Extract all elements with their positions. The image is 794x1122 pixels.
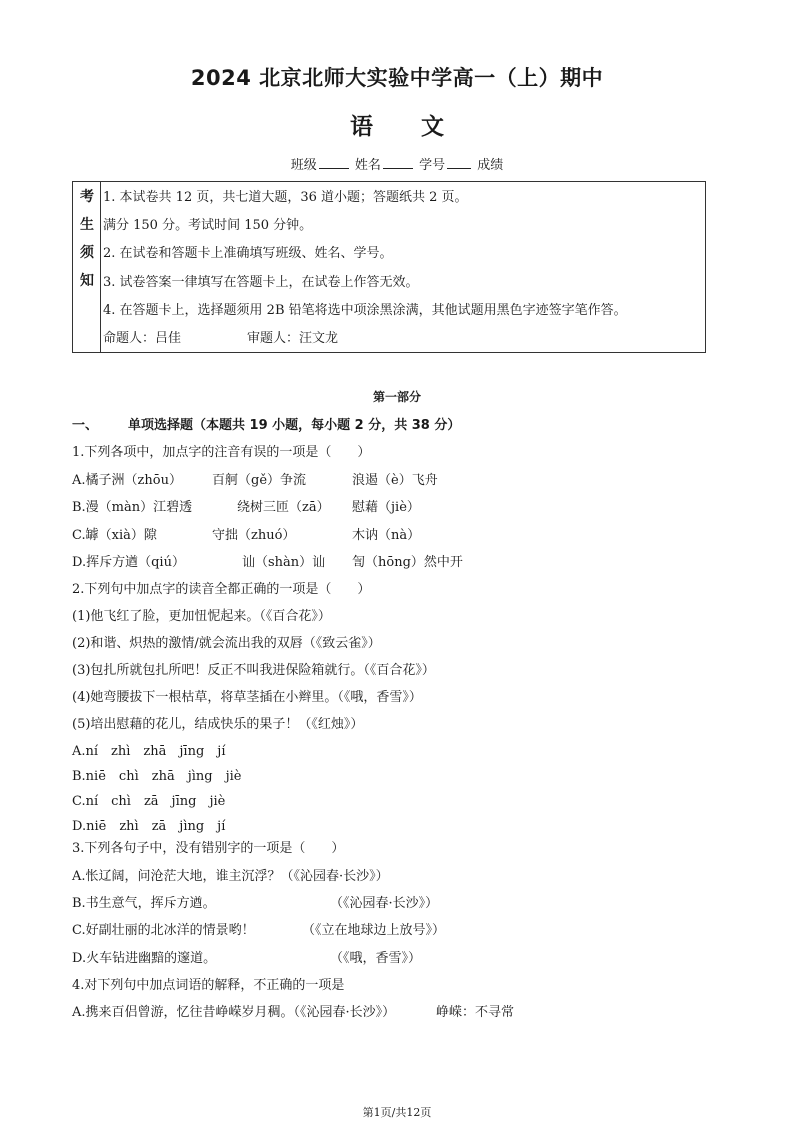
q3-option-b: B.书生意气，挥斥方遒。	[72, 896, 216, 911]
notice-line: 满分 150 分。考试时间 150 分钟。	[103, 218, 313, 233]
q3-option-d: D.火车钻进幽黯的邃道。	[72, 951, 217, 966]
notice-authors	[103, 327, 338, 346]
q1-stem: 1.下列各项中，加点字的注音有误的一项是（ ）	[72, 445, 371, 460]
student-info-line	[0, 154, 794, 173]
q2-option-c: C.ní chì zā jīng jiè	[72, 794, 226, 809]
q3-option-c: C.好副壮丽的北冰洋的情景哟！	[72, 923, 255, 938]
q1-option-c-1: C.罅（xià）隙	[72, 528, 157, 543]
q1-option-d-2: 讪（shàn）讪	[242, 555, 326, 570]
notice-line: 4. 在答题卡上，选择题须用 2B 铅笔将选中项涂黑涂满，其他试题用黑色字迹签字笔作答。	[103, 303, 627, 318]
exam-notice-box	[72, 181, 706, 353]
q2-sentence: (2)和谐、炽热的激情/就会流出我的双唇（《致云雀》）	[72, 636, 381, 651]
q1-option-c-2: 守拙（zhuó）	[212, 528, 296, 543]
q1-option-b-1: B.漫（màn）江碧透	[72, 500, 193, 515]
id-label: 学号	[419, 158, 446, 173]
exam-subject: 语 文	[349, 114, 444, 140]
q3-option-a: A.怅辽阔，问沧茫大地，谁主沉浮？（《沁园春·长沙》）	[72, 869, 389, 884]
id-blank	[447, 155, 471, 169]
class-blank	[319, 155, 349, 169]
q1-option-d-1: D.挥斥方遒（qiú）	[72, 555, 185, 570]
notice-char: 考	[80, 189, 94, 205]
q4-option-a-note: 峥嵘：不寻常	[436, 1005, 515, 1020]
notice-line: 2. 在试卷和答题卡上准确填写班级、姓名、学号。	[103, 246, 393, 261]
notice-char: 生	[80, 217, 94, 233]
name-blank	[383, 155, 413, 169]
section-text: 单项选择题（本题共 19 小题，每小题 2 分，共 38 分）	[128, 418, 461, 433]
section-number: 一、	[72, 418, 99, 433]
q3-option-b-source: （《沁园春·长沙》）	[330, 896, 439, 911]
part-title: 第一部分	[372, 390, 421, 404]
q2-sentence: (1)他飞红了脸，更加忸怩起来。（《百合花》）	[72, 609, 331, 624]
name-label: 姓名	[354, 158, 381, 173]
q2-stem: 2.下列句中加点字的读音全都正确的一项是（ ）	[72, 582, 371, 597]
q1-option-a-1: A.橘子洲（zhōu）	[72, 473, 182, 488]
notice-side-label	[73, 182, 101, 352]
q3-option-d-source: （《哦，香雪》）	[330, 951, 422, 966]
q2-sentence: (4)她弯腰拔下一根枯草，将草茎插在小辫里。（《哦，香雪》）	[72, 690, 422, 705]
score-label: 成绩	[477, 158, 504, 173]
q1-option-b-3: 慰藉（jiè）	[352, 500, 420, 515]
q2-option-b: B.niē chì zhā jìng jiè	[72, 769, 242, 784]
q4-option-a: A.携来百侣曾游，忆往昔峥嵘岁月稠。（《沁园春·长沙》）	[72, 1005, 396, 1020]
q3-option-c-source: （《立在地球边上放号》）	[302, 923, 446, 938]
page-footer: 第1页/共12页	[362, 1106, 432, 1119]
exam-title: 2024 北京北师大实验中学高一（上）期中	[190, 66, 604, 90]
q1-option-b-2: 绕树三匝（zā）	[237, 500, 330, 515]
q2-option-a: A.ní zhì zhā jīng jí	[72, 744, 226, 759]
q2-sentence: (3)包扎所就包扎所吧！反正不叫我进保险箱就行。（《百合花》）	[72, 663, 435, 678]
reviewer-name: 审题人：汪文龙	[247, 331, 339, 346]
notice-line: 3. 试卷答案一律填写在答题卡上，在试卷上作答无效。	[103, 275, 419, 290]
q1-option-c-3: 木讷（nà）	[352, 528, 421, 543]
author-name: 命题人：吕佳	[103, 331, 182, 346]
notice-char: 知	[80, 273, 94, 289]
q4-stem: 4.对下列句中加点词语的解释，不正确的一项是	[72, 978, 345, 993]
class-label: 班级	[290, 158, 317, 173]
section-heading	[72, 414, 460, 433]
q2-sentence: (5)培出慰藉的花儿，结成快乐的果子！（《红烛》）	[72, 717, 364, 732]
q1-option-a-2: 百舸（gě）争流	[212, 473, 307, 488]
q3-stem: 3.下列各句子中，没有错别字的一项是（ ）	[72, 841, 345, 856]
q2-option-d: D.niē zhì zā jìng jí	[72, 819, 226, 834]
notice-line: 1. 本试卷共 12 页，共七道大题，36 道小题；答题纸共 2 页。	[103, 190, 468, 205]
q1-option-a-3: 浪遏（è）飞舟	[352, 473, 438, 488]
q1-option-d-3: 訇（hōng）然中开	[352, 555, 463, 570]
notice-char: 须	[80, 245, 94, 261]
